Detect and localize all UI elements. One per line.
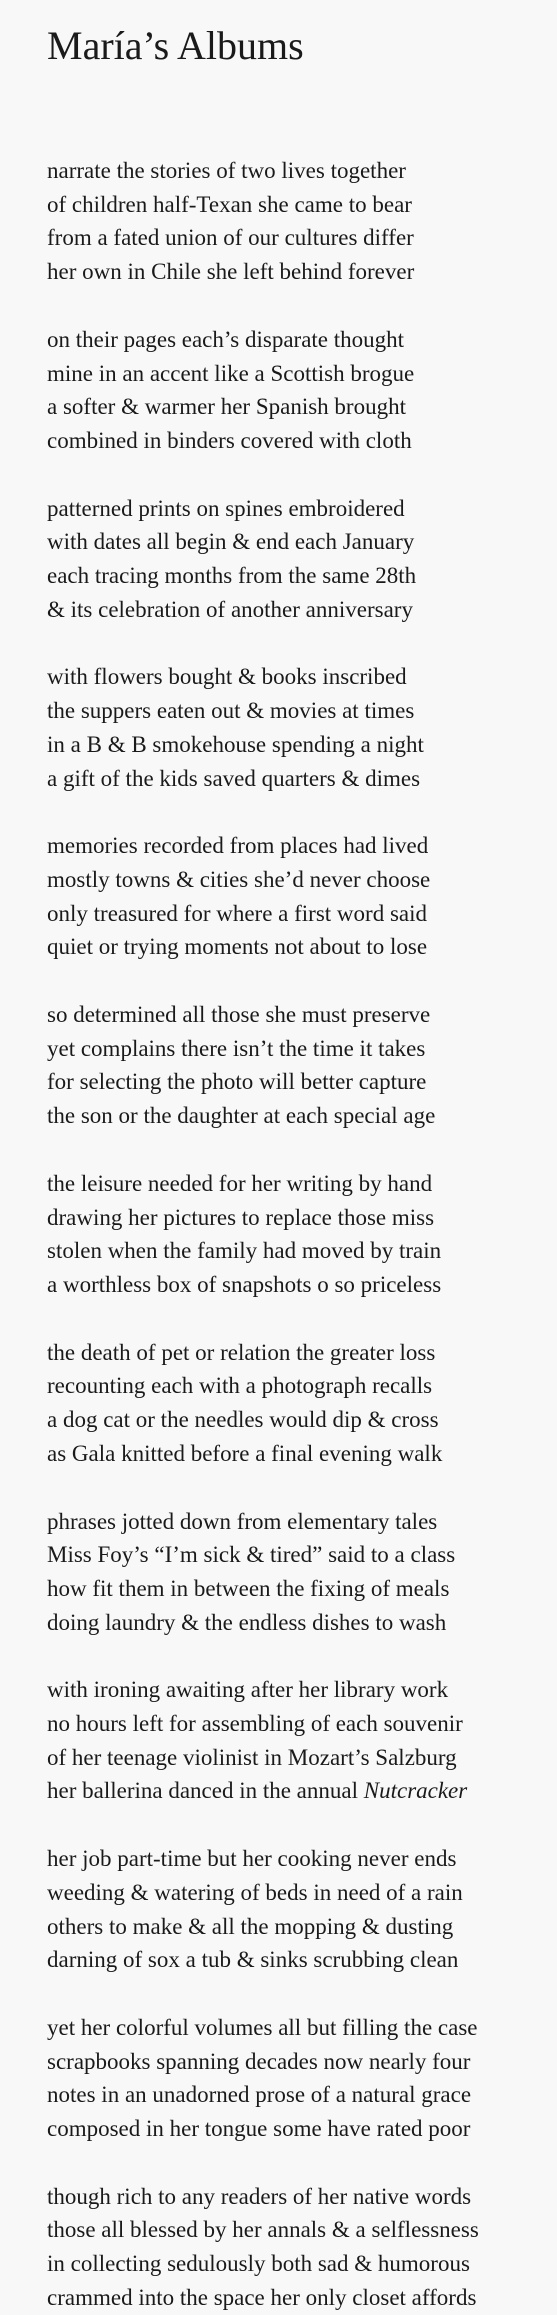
poem-line: each tracing months from the same 28th: [47, 563, 417, 589]
poem-line: with flowers bought & books inscribed: [47, 664, 407, 690]
poem-line: of children half-Texan she came to bear: [47, 191, 412, 217]
poem-line: those all blessed by her annals & a selflessness: [47, 2217, 479, 2243]
poem-line: no hours left for assembling of each souvenir: [47, 1711, 463, 1737]
poem-line: so determined all those she must preserve: [47, 1002, 431, 1028]
poem-line: the death of pet or relation the greater loss: [47, 1339, 436, 1365]
poem-line: darning of sox a tub & sinks scrubbing clean: [47, 1947, 459, 1973]
stanza: [47, 2011, 557, 2146]
poem-line: recounting each with a photograph recalls: [47, 1373, 433, 1399]
poem-line: in collecting sedulously both sad & humorous: [47, 2251, 470, 2277]
poem-line: with dates all begin & end each January: [47, 529, 415, 555]
poem-line: memories recorded from places had lived: [47, 833, 429, 859]
stanza: [47, 2180, 557, 2315]
poem-line: crammed into the space her only closet affords: [47, 2284, 477, 2310]
poem-line: for selecting the photo will better capture: [47, 1069, 427, 1095]
poem-line: stolen when the family had moved by train: [47, 1238, 442, 1264]
stanza: [47, 1336, 557, 1471]
poem-line: in a B & B smokehouse spending a night: [47, 731, 424, 757]
poem-line: her own in Chile she left behind forever: [47, 259, 415, 285]
stanza: [47, 829, 557, 964]
poem-line: Miss Foy’s “I’m sick & tired” said to a class: [47, 1542, 456, 1568]
poem-line: the leisure needed for her writing by hand: [47, 1170, 433, 1196]
poem-line: weeding & watering of beds in need of a rain: [47, 1879, 463, 1905]
poem-line: & its celebration of another anniversary: [47, 596, 413, 622]
poem-title: María’s Albums: [47, 23, 304, 68]
poem-line: her job part-time but her cooking never ends: [47, 1846, 457, 1872]
poem-line: as Gala knitted before a final evening walk: [47, 1440, 443, 1466]
poem-line: her ballerina danced in the annual Nutcracker: [47, 1778, 468, 1804]
poem-line: combined in binders covered with cloth: [47, 427, 412, 453]
poem-line: a dog cat or the needles would dip & cross: [47, 1407, 439, 1433]
poem-line: yet complains there isn’t the time it takes: [47, 1035, 426, 1061]
poem-line: phrases jotted down from elementary tales: [47, 1508, 438, 1534]
poem-line: though rich to any readers of her native words: [47, 2183, 472, 2209]
poem-line: drawing her pictures to replace those miss: [47, 1204, 435, 1230]
poem-line: others to make & all the mopping & dusting: [47, 1913, 454, 1939]
poem-line: the suppers eaten out & movies at times: [47, 698, 415, 724]
poem-line: quiet or trying moments not about to lose: [47, 934, 428, 960]
stanza: [47, 323, 557, 458]
poem-line: a softer & warmer her Spanish brought: [47, 394, 406, 420]
stanza: [47, 1505, 557, 1640]
poem-line: mostly towns & cities she’d never choose: [47, 866, 431, 892]
poem-line: a worthless box of snapshots o so priceless: [47, 1271, 442, 1297]
italic-title-word: Nutcracker: [363, 1778, 468, 1804]
poem-line: on their pages each’s disparate thought: [47, 326, 405, 352]
poem-line: mine in an accent like a Scottish brogue: [47, 360, 415, 386]
stanza: [47, 1167, 557, 1302]
poem-line: of her teenage violinist in Mozart’s Salzburg: [47, 1744, 457, 1770]
poem-line: from a fated union of our cultures differ: [47, 225, 414, 251]
poem-line: patterned prints on spines embroidered: [47, 495, 405, 521]
poem-body: [47, 154, 557, 2315]
stanza: [47, 660, 557, 795]
poem-line: with ironing awaiting after her library work: [47, 1677, 449, 1703]
poem-line: how fit them in between the fixing of meals: [47, 1575, 450, 1601]
poem-line: scrapbooks spanning decades now nearly four: [47, 2048, 471, 2074]
stanza: [47, 998, 557, 1133]
poem-line: composed in her tongue some have rated poor: [47, 2116, 471, 2142]
poem-line: notes in an unadorned prose of a natural grace: [47, 2082, 472, 2108]
stanza: [47, 1673, 557, 1808]
stanza: [47, 492, 557, 627]
poem-line: only treasured for where a first word said: [47, 900, 428, 926]
poem-line: doing laundry & the endless dishes to wash: [47, 1609, 447, 1635]
poem-line: yet her colorful volumes all but filling the case: [47, 2014, 478, 2040]
poem-line: the son or the daughter at each special age: [47, 1103, 436, 1129]
stanza: [47, 154, 557, 289]
stanza: [47, 1842, 557, 1977]
poem-line: narrate the stories of two lives together: [47, 158, 406, 183]
poem-line: a gift of the kids saved quarters & dimes: [47, 765, 421, 791]
